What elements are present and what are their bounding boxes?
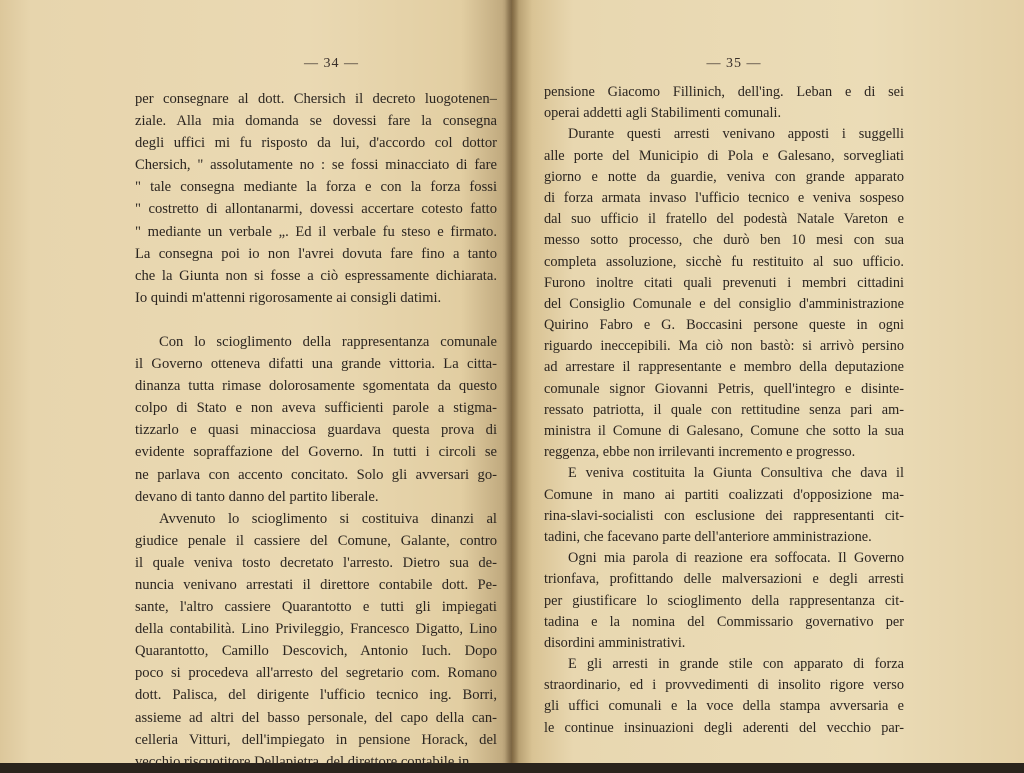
text-line: ne parlava con accento concitato. Solo gli avversari go- xyxy=(135,466,497,483)
text-line: giorno e notte da guardie, veniva con grande apparato xyxy=(544,168,904,185)
text-line: Avvenuto lo scioglimento si costituiva dinanzi al xyxy=(159,510,497,527)
text-line: tadini, che facevano parte dell'anteriore amministrazione. xyxy=(544,528,872,545)
paragraph-gap xyxy=(135,309,498,331)
right-page xyxy=(512,0,1024,763)
text-line: alle porte del Municipio di Pola e Galesano, sorvegliati xyxy=(544,147,904,164)
text-line: evidente sopraffazione del Governo. In tutti i circoli se xyxy=(135,444,497,461)
text-line: Quarantotto, Camillo Descovich, Antonio Iuch. Dopo xyxy=(135,643,497,660)
text-line: di forza armata invaso l'ufficio tecnico e veniva sospeso xyxy=(544,189,904,206)
text-line: completa assoluzione, sicchè fu restituito al suo ufficio. xyxy=(544,253,904,270)
text-line: operai addetti agli Stabilimenti comunali. xyxy=(544,105,782,122)
text-line: il quale veniva tosto decretato l'arresto. Dietro sua de- xyxy=(135,554,497,571)
text-line: della contabilità. Lino Privileggio, Francesco Digatto, Lino xyxy=(135,621,497,638)
left-page xyxy=(0,0,512,770)
text-line: disordini amministrativi. xyxy=(544,634,686,651)
text-line: La consegna poi io non l'avrei dovuta fare fino a tanto xyxy=(135,245,497,262)
text-line: " mediante un verbale „. Ed il verbale fu steso e firmato. xyxy=(135,223,497,240)
text-line: Ogni mia parola di reazione era soffocata. Il Governo xyxy=(568,550,904,567)
text-line: Durante questi arresti venivano apposti i suggelli xyxy=(568,126,904,143)
text-line: comunale signor Giovanni Petris, quell'integro e disinte- xyxy=(544,380,904,397)
text-line: del Consiglio Comunale e del consiglio d'amministrazione xyxy=(544,295,904,312)
text-line: degli uffici mi fu risposto da lui, d'accordo col dottor xyxy=(135,135,497,152)
text-line: Comune in mano ai partiti coalizzati d'opposizione ma- xyxy=(544,486,904,503)
text-line: pensione Giacomo Fillinich, dell'ing. Leban e di sei xyxy=(544,84,904,100)
book-gutter xyxy=(505,0,519,763)
text-line: Io quindi m'attenni rigorosamente ai consigli datimi. xyxy=(135,289,442,306)
text-line: per consegnare al dott. Chersich il decreto luogotenen– xyxy=(135,91,497,107)
text-line: E veniva costituita la Giunta Consultiva che dava il xyxy=(568,465,904,482)
text-line: tizzarlo e quasi minacciosa guardava questa prova di xyxy=(135,422,497,439)
text-line: che la Giunta non si fosse a ciò espressamente dichiarata. xyxy=(135,267,497,284)
text-line: colpo di Stato e non aveva sufficienti parole a stigma- xyxy=(135,400,497,417)
text-line: nuncia venivano arrestati il direttore contabile dott. Pe- xyxy=(135,576,497,593)
text-line: assieme ad altri del basso personale, del capo della can- xyxy=(135,709,497,726)
text-line: dinanza tutta rimase dolorosamente sgomentata da questo xyxy=(135,378,497,395)
text-line: Con lo scioglimento della rappresentanza comunale xyxy=(159,333,497,350)
text-line: E gli arresti in grande stile con apparato di forza xyxy=(568,656,904,673)
page-number-right: — 35 — xyxy=(706,56,762,71)
text-line: Furono inoltre citati quali prevenuti i membri cittadini xyxy=(544,274,904,291)
text-line: le continue insinuazioni degli aderenti del vecchio par- xyxy=(544,719,904,736)
text-line: messo sotto processo, che durò ben 10 mesi con sua xyxy=(544,232,904,249)
right-page-text xyxy=(544,82,924,739)
text-line: celleria Vitturi, dell'impiegato in pensione Horack, del xyxy=(135,731,497,748)
text-line: rina-slavi-socialisti con esclusione dei rappresentanti cit- xyxy=(544,507,904,524)
text-line: trionfava, profittando delle malversazioni e degli arresti xyxy=(544,571,904,588)
text-line: gli uffici comunali e la voce della stampa avversaria e xyxy=(544,698,904,715)
text-line: il Governo otteneva difatti una grande vittoria. La citta- xyxy=(135,356,497,373)
text-line: straordinario, ed i provvedimenti di insolito rigore verso xyxy=(544,677,904,694)
text-line: sante, l'altro cassiere Quarantotto e tutti gli impiegati xyxy=(135,599,497,616)
text-line: " tale consegna mediante la forza e con la forza fossi xyxy=(135,179,497,196)
page-number-left: — 34 — xyxy=(304,56,359,71)
text-line: dott. Palisca, del dirigente l'ufficio tecnico ing. Borri, xyxy=(135,687,497,704)
text-line: reggenza, ebbe non irrilevanti incremento e progresso. xyxy=(544,444,856,461)
text-line: ad arrestare il rappresentante e membro della deputazione xyxy=(544,359,904,376)
text-line: dal suo ufficio il fratello del podestà Natale Vareton e xyxy=(544,211,904,228)
text-line: devano di tanto danno del partito liberale. xyxy=(135,488,379,505)
text-line: poco si procedeva all'arresto del segretario com. Romano xyxy=(135,665,497,682)
text-line: ministra il Comune di Galesano, Comune che sotto la sua xyxy=(544,423,904,439)
text-line: tadina e la nomina del Commissario governativo per xyxy=(544,613,904,630)
text-line: Quirino Fabro e G. Boccasini persone queste in ogni xyxy=(544,317,904,334)
text-line: ziale. Alla mia domanda se dovessi fare la consegna xyxy=(135,113,497,130)
text-line: vecchio riscuotitore Dellapietra, del direttore contabile in xyxy=(135,753,470,770)
text-line: ressato patriotta, il quale con rettitudine senza pari am- xyxy=(544,401,904,418)
left-page-text xyxy=(135,88,498,773)
text-line: riguardo ineccepibili. Ma ciò non bastò: si arrivò persino xyxy=(544,338,904,355)
text-line: " costretto di allontanarmi, dovessi accertare cotesto fatto xyxy=(135,201,497,218)
text-line: giudice penale il cassiere del Comune, Galante, contro xyxy=(135,532,497,549)
text-line: Chersich, " assolutamente no : se fossi minacciato di fare xyxy=(135,157,497,174)
text-line: per giustificare lo scioglimento della rappresentanza cit- xyxy=(544,592,904,609)
